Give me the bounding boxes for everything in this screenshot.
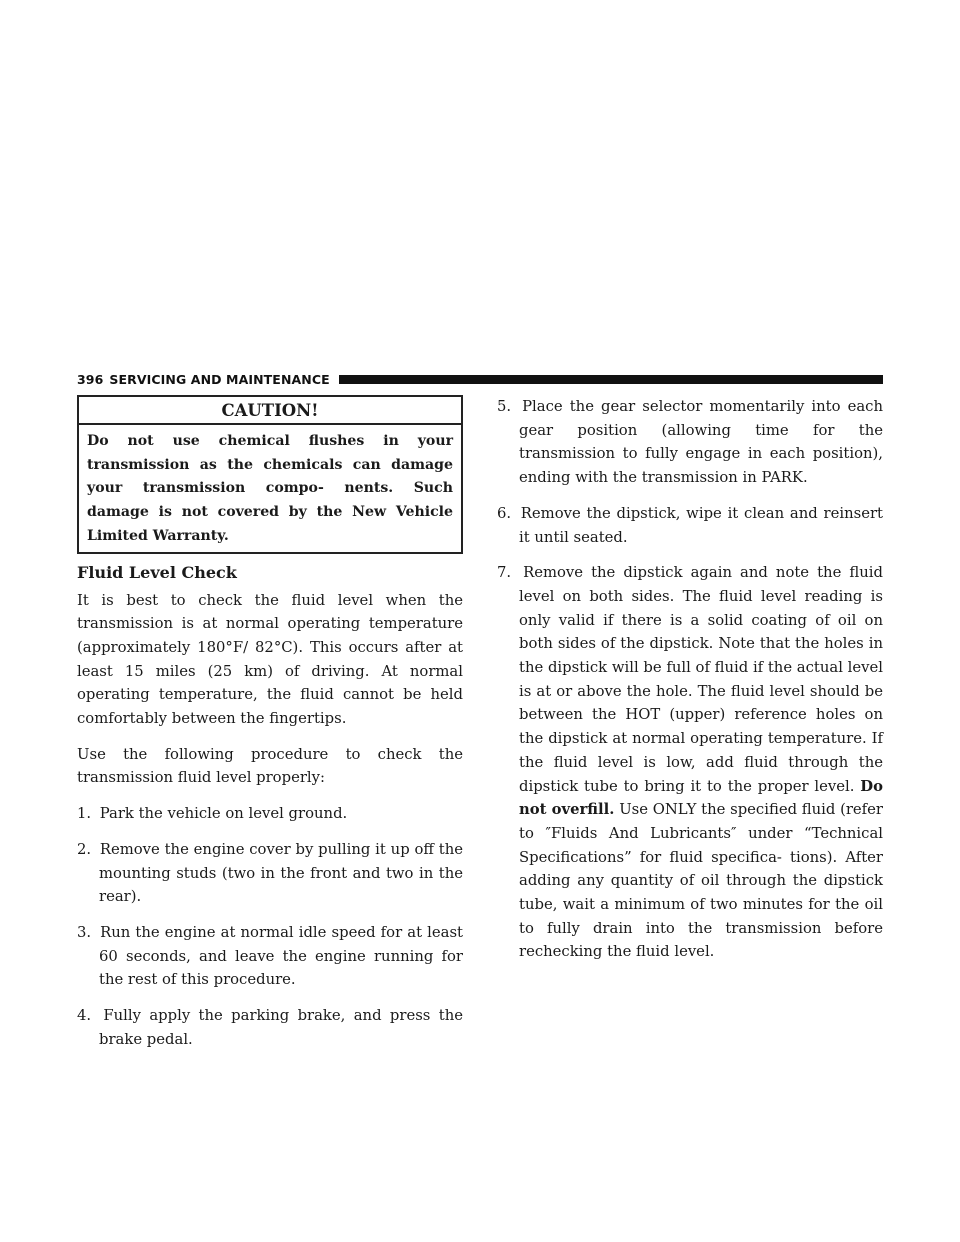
step-6: [497, 502, 883, 549]
section-title: SERVICING AND MAINTENANCE: [109, 371, 330, 387]
section-heading: Fluid Level Check: [77, 562, 237, 582]
procedure-intro: Use the following procedure to check the transmission fluid level properly:: [77, 745, 463, 787]
caution-body: Do not use chemical flushes in your transmission as the chemicals can damage your transmission compo- nents. Such damage is not covered by the New Vehicle Limited Warranty.: [87, 433, 453, 544]
step-text: Park the vehicle on level ground.: [99, 805, 348, 823]
step-number: 4.: [77, 1007, 92, 1025]
step-number: 6.: [497, 504, 512, 522]
step-warning-bold: Do not overfill.: [519, 777, 883, 819]
page-header: [77, 370, 883, 388]
step-text-before: Remove the dipstick again and note the fluid level on both sides. The fluid level reading is only valid if there is a solid coating of oil on both sides of the dipstick. Note that the holes in the dipstick will be full of fluid if the actual level is at or above the hole. The fluid level should be between the HOT (upper) reference holes on the dipstick at normal operating temperature. If the fluid level is low, add fluid through the dipstick tube to bring it to the proper level.: [519, 564, 883, 795]
step-7: [497, 561, 883, 964]
step-text: Fully apply the parking brake, and press the brake pedal.: [99, 1007, 463, 1048]
step-number: 1.: [77, 805, 92, 823]
step-1: [77, 802, 463, 826]
right-column: [497, 395, 883, 976]
step-number: 5.: [497, 398, 512, 415]
step-text: Place the gear selector momentarily into each gear position (allowing time for the transmission to fully engage in each position), ending with the transmission in PARK.: [519, 398, 883, 487]
step-number: 2.: [77, 840, 92, 858]
step-2: [77, 838, 463, 909]
caution-box: [77, 395, 463, 554]
step-5: [497, 395, 883, 490]
step-text: Remove the engine cover by pulling it up off the mounting studs (two in the front and two in the rear).: [99, 840, 463, 906]
step-number: 7.: [497, 564, 512, 582]
intro-paragraph: It is best to check the fluid level when the transmission is at normal operating temperature (approximately 180°F/ 82°C). This occurs after at least 15 miles (25 km) of driving. At normal operating temperature, the fluid cannot be held comfortably between the fingertips.: [77, 591, 463, 728]
caution-title: CAUTION!: [79, 397, 461, 425]
step-text-after: Use ONLY the specified fluid (refer to ″Fluids And Lubricants″ under “Technical Specifications” for fluid specifica- tions). After adding any quantity of oil through the dipstick tube, wait a minimum of two minutes for the oil to fully drain into the transmission before rechecking the fluid level.: [519, 801, 883, 961]
step-text: Run the engine at normal idle speed for at least 60 seconds, and leave the engine running for the rest of this procedure.: [99, 923, 463, 989]
header-rule: [339, 375, 883, 384]
left-column: [77, 395, 463, 1063]
step-number: 3.: [77, 923, 92, 941]
step-text: Remove the dipstick, wipe it clean and reinsert it until seated.: [519, 504, 883, 546]
step-4: [77, 1004, 463, 1051]
step-3: [77, 921, 463, 992]
page-number: 396: [77, 371, 104, 387]
